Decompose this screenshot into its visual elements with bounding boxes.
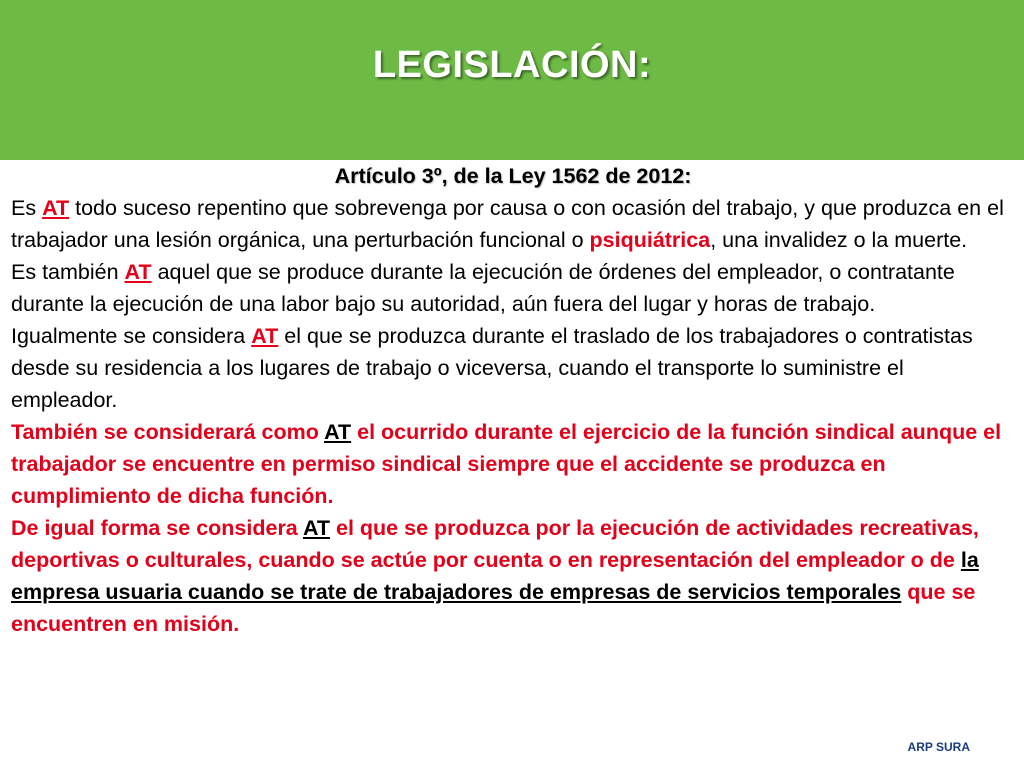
- text-segment: que se encuentren en misión.: [11, 580, 976, 636]
- text-segment: aquel que se produce durante la ejecución de órdenes del empleador, o contratante durante la ejecución de una labor bajo su autoridad, aún fuera del lugar y horas de trabajo.: [11, 260, 955, 316]
- text-segment: Igualmente se considera: [11, 324, 252, 348]
- text-segment: el que se produzca por la ejecución de actividades recreativas, deportivas o culturales, cuando se actúe por cuenta o en representación del empleador o de: [11, 516, 979, 572]
- text-segment: todo suceso repentino que sobrevenga por causa o con ocasión del trabajo, y que produzca en el trabajador una lesión orgánica, una perturbación funcional o: [11, 196, 1004, 252]
- slide-title: LEGISLACIÓN:: [372, 44, 652, 86]
- text-segment: el ocurrido durante el ejercicio de la función sindical aunque el trabajador se encuentre en permiso sindical siempre que el accidente se produzca en cumplimiento de dicha función.: [11, 420, 1002, 508]
- paragraph-3: [11, 320, 1015, 416]
- text-segment: Es también: [11, 260, 125, 284]
- paragraph-4: [11, 416, 1015, 512]
- text-segment: Es: [11, 196, 43, 220]
- at-term: AT: [324, 420, 352, 444]
- at-term: AT: [251, 324, 279, 348]
- paragraph-2: [11, 256, 1015, 320]
- paragraph-5: [11, 512, 1015, 640]
- text-segment: el que se produzca durante el traslado de los trabajadores o contratistas desde su residencia a los lugares de trabajo o viceversa, cuando el transporte lo suministre el empleador.: [11, 324, 973, 412]
- text-segment: , una invalidez o la muerte.: [710, 228, 968, 252]
- paragraph-1: [11, 192, 1015, 256]
- underlined-phrase: la empresa usuaria cuando se trate de trabajadores de empresas de servicios temporales: [11, 548, 979, 604]
- text-segment: También se considerará como: [11, 420, 325, 444]
- highlight-term: psiquiátrica: [589, 228, 711, 252]
- at-term: AT: [124, 260, 152, 284]
- article-subtitle: Artículo 3º, de la Ley 1562 de 2012:: [334, 164, 692, 188]
- slide-content: [11, 160, 1015, 640]
- footer-brand: ARP SURA: [907, 740, 970, 754]
- at-term: AT: [302, 516, 331, 540]
- text-segment: De igual forma se considera: [11, 516, 303, 540]
- at-term: AT: [42, 196, 70, 220]
